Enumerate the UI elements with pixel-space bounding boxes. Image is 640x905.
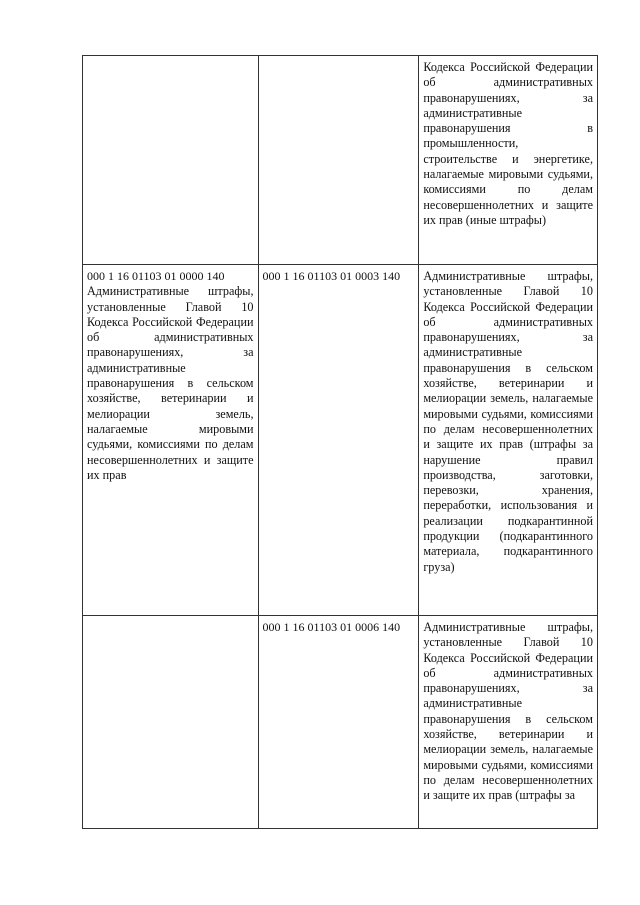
group-code: 000 1 16 01103 01 0000 140 — [87, 269, 225, 283]
budget-codes-table — [82, 55, 598, 829]
description-text: Кодекса Российской Федерации об административных правонарушениях, за административные правонарушения в промышленности, строительстве и энергетике, налагаемые мировыми судьями, комиссиями по делам несовершеннолетних и защите их прав (иные штрафы) — [423, 60, 593, 227]
table-cell-description — [419, 265, 598, 616]
group-description-text: Административные штрафы, установленные Главой 10 Кодекса Российской Федерации об административных правонарушениях, за административные правонарушения в сельском хозяйстве, ветеринарии и мелиорации земель, налагаемые мировыми судьями, комиссиями по делам несовершеннолетних и защите их прав — [87, 284, 254, 482]
table-cell-code — [258, 265, 419, 616]
description-text: Административные штрафы, установленные Главой 10 Кодекса Российской Федерации об административных правонарушениях, за административные правонарушения в сельском хозяйстве, ветеринарии и мелиорации земель, налагаемые мировыми судьями, комиссиями по делам несовершеннолетних и защите их прав (штрафы за нарушение правил производства, заготовки, перевозки, хранения, переработки, использования и реализации подкарантинной продукции (подкарантинного материала, подкарантинного груза) — [423, 269, 593, 574]
table-cell-code — [258, 616, 419, 829]
table-cell-description — [419, 616, 598, 829]
table-row — [83, 616, 598, 829]
table-cell-code-group — [83, 265, 259, 616]
description-text: Административные штрафы, установленные Главой 10 Кодекса Российской Федерации об административных правонарушениях, за административные правонарушения в сельском хозяйстве, ветеринарии и мелиорации земель, налагаемые мировыми судьями, комиссиями по делам несовершеннолетних и защите их прав (штрафы за — [423, 620, 593, 803]
sub-code: 000 1 16 01103 01 0006 140 — [262, 620, 401, 634]
table-cell-description — [419, 56, 598, 265]
sub-code: 000 1 16 01103 01 0003 140 — [262, 269, 401, 283]
table-cell-code-group — [83, 56, 259, 265]
table-cell-code-group — [83, 616, 259, 829]
table-row — [83, 56, 598, 265]
table-row — [83, 265, 598, 616]
table-cell-code — [258, 56, 419, 265]
